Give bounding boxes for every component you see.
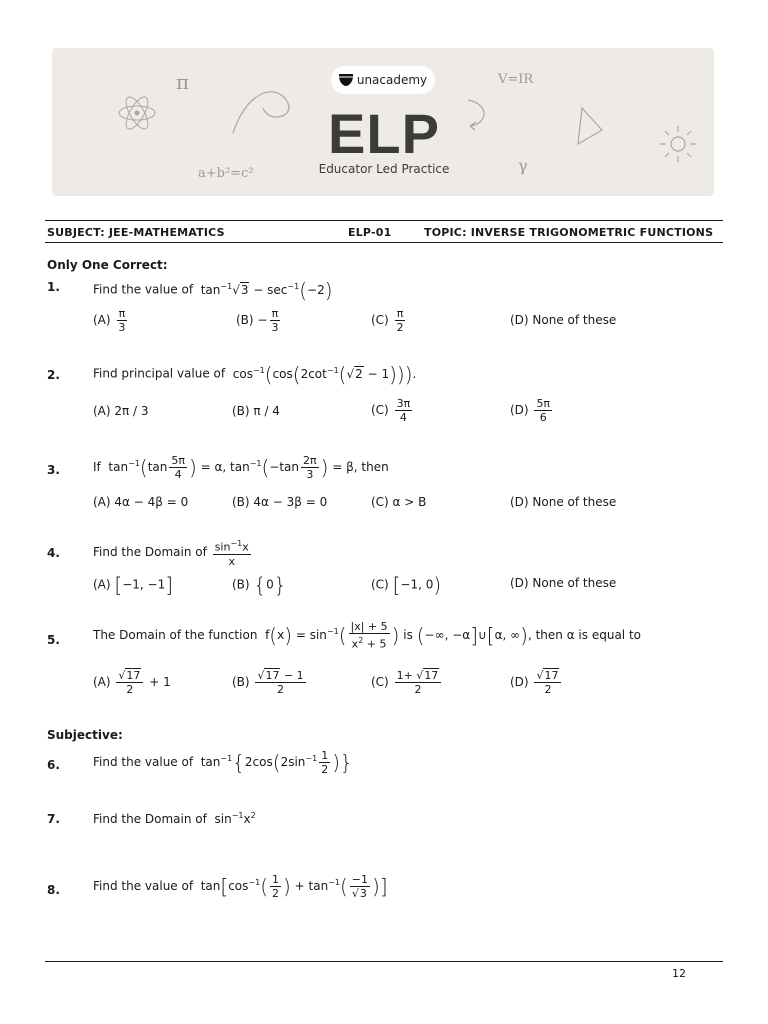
q2-option-b: (B) π / 4 bbox=[232, 404, 280, 418]
q5-number: 5. bbox=[47, 633, 60, 647]
q2-option-c: (C) $\frac{3\pi}{4}$ bbox=[371, 397, 411, 424]
q3-option-d: (D) None of these bbox=[510, 495, 617, 509]
q3-option-c: (C) α > B bbox=[371, 495, 427, 509]
q4-option-b: (B) {0} bbox=[232, 573, 287, 597]
q2-option-d: (D) $\frac{5\pi}{6}$ bbox=[510, 397, 551, 424]
logo-text: unacademy bbox=[356, 73, 428, 87]
q6-number: 6. bbox=[47, 758, 60, 772]
q3-option-b: (B) 4α − 3β = 0 bbox=[232, 495, 328, 509]
pythagoras-doodle: a+b²=c² bbox=[198, 166, 254, 181]
q5-stem: The Domain of the function $f(x) = \sin^{-1}$( $\frac{|x| + 5}{x^2 + 5}$ ) is (−∞, −α]∪[α, ∞), then α is equal to bbox=[93, 620, 641, 651]
q5-option-d: (D) $\frac{√17}{2}$ bbox=[510, 669, 563, 696]
q6-expression: $\tan^{-1}\{2\cos(2\sin^{-1}$ $\frac{1}{2}$ )} bbox=[196, 749, 353, 776]
q7-stem: Find the Domain of $\sin^{-1}x^2$ bbox=[93, 811, 256, 826]
header-top-rule bbox=[45, 220, 723, 221]
ohm-doodle: V=IR bbox=[498, 72, 534, 87]
q4-expression: $\frac{\sin^{-1}x}{x}$ bbox=[214, 539, 249, 568]
header-bottom-rule bbox=[45, 242, 723, 243]
q4-option-d: (D) None of these bbox=[510, 576, 617, 590]
q1-expression: $\tan^{-1}√3 - \sec^{-1}(-2)$ bbox=[196, 278, 333, 302]
unacademy-logo bbox=[331, 66, 435, 94]
q3-option-a: (A) 4α − 4β = 0 bbox=[93, 495, 189, 509]
q1-number: 1. bbox=[47, 280, 60, 294]
q3-stem: If $\tan^{-1}(\tan$ $\frac{5\pi}{4}$ ) = α, $\tan^{-1}(-\tan$ $\frac{2\pi}{3}$ ) = β, then bbox=[93, 454, 389, 481]
section-subjective: Subjective: bbox=[47, 728, 123, 742]
q3-number: 3. bbox=[47, 463, 60, 477]
q1-option-c: (C) $\frac{\pi}{2}$ bbox=[371, 307, 404, 334]
q4-stem: Find the Domain of $\frac{\sin^{-1}x}{x}$ bbox=[93, 539, 249, 568]
q5-expression: $f(x) = \sin^{-1}$( $\frac{|x| + 5}{x^2 + 5}$ ) bbox=[261, 620, 400, 651]
q5-option-b: (B) $\frac{√17 - 1}{2}$ bbox=[232, 669, 304, 696]
q4-option-c: (C) [−1, 0) bbox=[371, 573, 442, 597]
gamma-doodle: γ bbox=[518, 156, 528, 175]
q5-option-c: (C) $\frac{1+ √17}{2}$ bbox=[371, 669, 443, 696]
q7-expression: $\sin^{-1}x^2$ bbox=[210, 811, 256, 826]
q8-expression: $\tan[\cos^{-1}$( $\frac{1}{2}$ ) + $\tan^{-1}$( $\frac{-1}{√3}$ )] bbox=[196, 873, 388, 900]
q8-stem: Find the value of $\tan[\cos^{-1}$( $\frac{1}{2}$ ) + $\tan^{-1}$( $\frac{-1}{√3}$ )] bbox=[93, 873, 388, 900]
q2-stem: Find principal value of $\cos^{-1}(\cos(2\cot^{-1}(√2 - 1)))$. bbox=[93, 362, 417, 386]
topic-label: TOPIC: INVERSE TRIGONOMETRIC FUNCTIONS bbox=[424, 226, 714, 239]
elp-code: ELP-01 bbox=[348, 226, 392, 239]
banner-title: ELP bbox=[328, 102, 440, 165]
q4-number: 4. bbox=[47, 546, 60, 560]
q6-stem: Find the value of $\tan^{-1}\{2\cos(2\sin^{-1}$ $\frac{1}{2}$ )} bbox=[93, 749, 353, 776]
section-objective: Only One Correct: bbox=[47, 258, 168, 272]
footer-rule bbox=[45, 961, 723, 962]
q1-option-b: (B) − $\frac{\pi}{3}$ bbox=[236, 307, 279, 334]
q4-option-a: (A) [−1, −1] bbox=[93, 573, 174, 597]
unacademy-logo-icon bbox=[339, 74, 353, 86]
q2-number: 2. bbox=[47, 368, 60, 382]
q1-option-a: (A) $\frac{\pi}{3}$ bbox=[93, 307, 126, 334]
pi-doodle: π bbox=[176, 70, 190, 94]
q5-option-a: (A) $\frac{√17}{2}$ + 1 bbox=[93, 669, 171, 696]
q7-number: 7. bbox=[47, 812, 60, 826]
q2-option-a: (A) 2π / 3 bbox=[93, 404, 149, 418]
q5-interval: (−∞, −α]∪[α, ∞) bbox=[416, 623, 528, 648]
q3-expression: $\tan^{-1}(\tan$ $\frac{5\pi}{4}$ ) = α, $\tan^{-1}(-\tan$ $\frac{2\pi}{3}$ ) = β bbox=[104, 454, 354, 481]
q2-expression: $\cos^{-1}(\cos(2\cot^{-1}(√2 - 1)))$. bbox=[228, 362, 417, 386]
subject-label: SUBJECT: JEE-MATHEMATICS bbox=[47, 226, 225, 239]
q1-option-d: (D) None of these bbox=[510, 313, 617, 327]
page-number: 12 bbox=[672, 967, 686, 980]
banner-subtitle: Educator Led Practice bbox=[318, 162, 450, 176]
q1-stem: Find the value of $\tan^{-1}√3 - \sec^{-1}(-2)$ bbox=[93, 278, 333, 302]
q8-number: 8. bbox=[47, 883, 60, 897]
